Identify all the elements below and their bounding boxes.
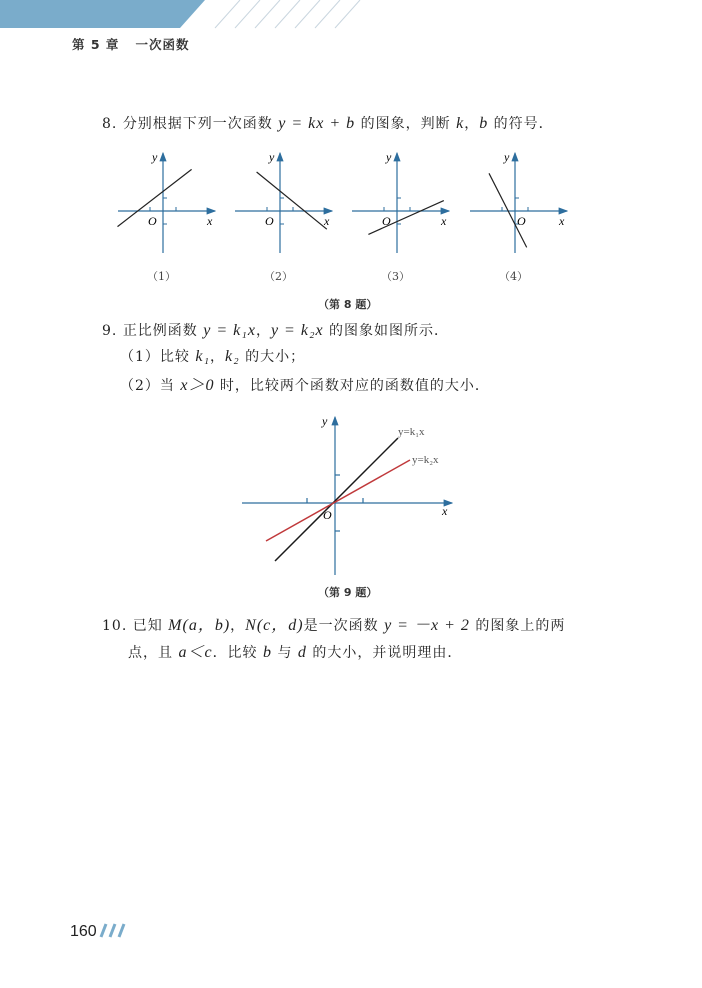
var-b: b (479, 115, 489, 132)
page-number-text: 160 (70, 923, 97, 940)
text: 的大小； (239, 349, 306, 365)
figure-9 (230, 405, 470, 580)
var-k2: k₂ (225, 348, 240, 365)
var-k: k (456, 115, 465, 132)
text: 的图象，判断 (355, 116, 457, 132)
text: ， (210, 349, 226, 365)
text: 正比例函数 (122, 323, 204, 339)
var-k1: k₁ (195, 348, 211, 365)
chapter-number: 第 5 章 (72, 37, 120, 52)
text: （1）比较 (120, 349, 196, 365)
text: （2）当 (120, 378, 181, 394)
question-9 (102, 320, 449, 340)
equation-1: y = k₁x (203, 322, 256, 339)
line-k2 (266, 460, 410, 541)
text: 时，比较两个函数对应的函数值的大小． (214, 378, 490, 394)
condition: x＞0 (180, 377, 215, 394)
text: 与 (272, 645, 298, 661)
line-k1 (275, 438, 398, 561)
question-number: 9. (102, 323, 118, 339)
sublabel-1: （1） (147, 270, 176, 283)
text: ．比较 (212, 645, 264, 661)
figure-8-caption: （第 8 题） (318, 298, 378, 311)
text: 点，且 (128, 645, 179, 661)
label-k1: y=k₁x (398, 426, 425, 438)
y-label: y (504, 150, 510, 164)
origin-label: O (382, 214, 391, 228)
origin-label: O (148, 214, 157, 228)
y-label: y (322, 414, 328, 428)
condition: a＜c (178, 644, 213, 661)
question-number: 8. (102, 116, 118, 132)
figure-9-caption: （第 9 题） (318, 586, 378, 599)
text: 是一次函数 (303, 618, 385, 634)
chapter-title: 一次函数 (135, 37, 190, 52)
chapter-heading (72, 35, 189, 53)
point-n: N(c，d) (245, 617, 304, 634)
var-d: d (297, 644, 307, 661)
text: 的图象上的两 (469, 618, 566, 634)
x-label: x (324, 214, 330, 228)
sublabel-3: （3） (381, 270, 410, 283)
origin-label: O (517, 214, 526, 228)
text: 的符号． (488, 116, 554, 132)
text: ， (464, 116, 480, 132)
x-label: x (441, 214, 447, 228)
text: 的大小，并说明理由． (306, 645, 463, 661)
question-8 (102, 113, 554, 133)
x-label: x (207, 214, 213, 228)
sublabel-2: （2） (264, 270, 293, 283)
question-number: 10. (102, 618, 128, 634)
var-b: b (263, 644, 273, 661)
point-m: M(a，b) (168, 617, 231, 634)
text: 的图象如图所示． (323, 323, 450, 339)
equation: y = －x + 2 (384, 617, 470, 634)
question-9-part-1 (120, 346, 305, 366)
y-label: y (152, 150, 158, 164)
question-10-line-2 (128, 639, 462, 662)
label-k2: y=k₂x (412, 454, 439, 466)
text: ， (255, 323, 271, 339)
function-line (489, 173, 527, 247)
question-9-part-2 (120, 372, 490, 395)
text: ， (230, 618, 246, 634)
function-line (368, 201, 443, 235)
text: 已知 (132, 618, 169, 634)
page-decoration-icon (97, 922, 127, 938)
sublabel-4: （4） (499, 270, 528, 283)
origin-label: O (323, 508, 332, 522)
page-number (70, 922, 127, 941)
x-label: x (559, 214, 565, 228)
x-label: x (442, 504, 448, 518)
question-10 (102, 612, 565, 635)
equation-2: y = k₂x (270, 322, 324, 339)
origin-label: O (265, 214, 274, 228)
y-label: y (269, 150, 275, 164)
text: 分别根据下列一次函数 (122, 116, 279, 132)
header-band (0, 0, 702, 30)
equation: y = kx + b (278, 115, 356, 132)
y-label: y (386, 150, 392, 164)
